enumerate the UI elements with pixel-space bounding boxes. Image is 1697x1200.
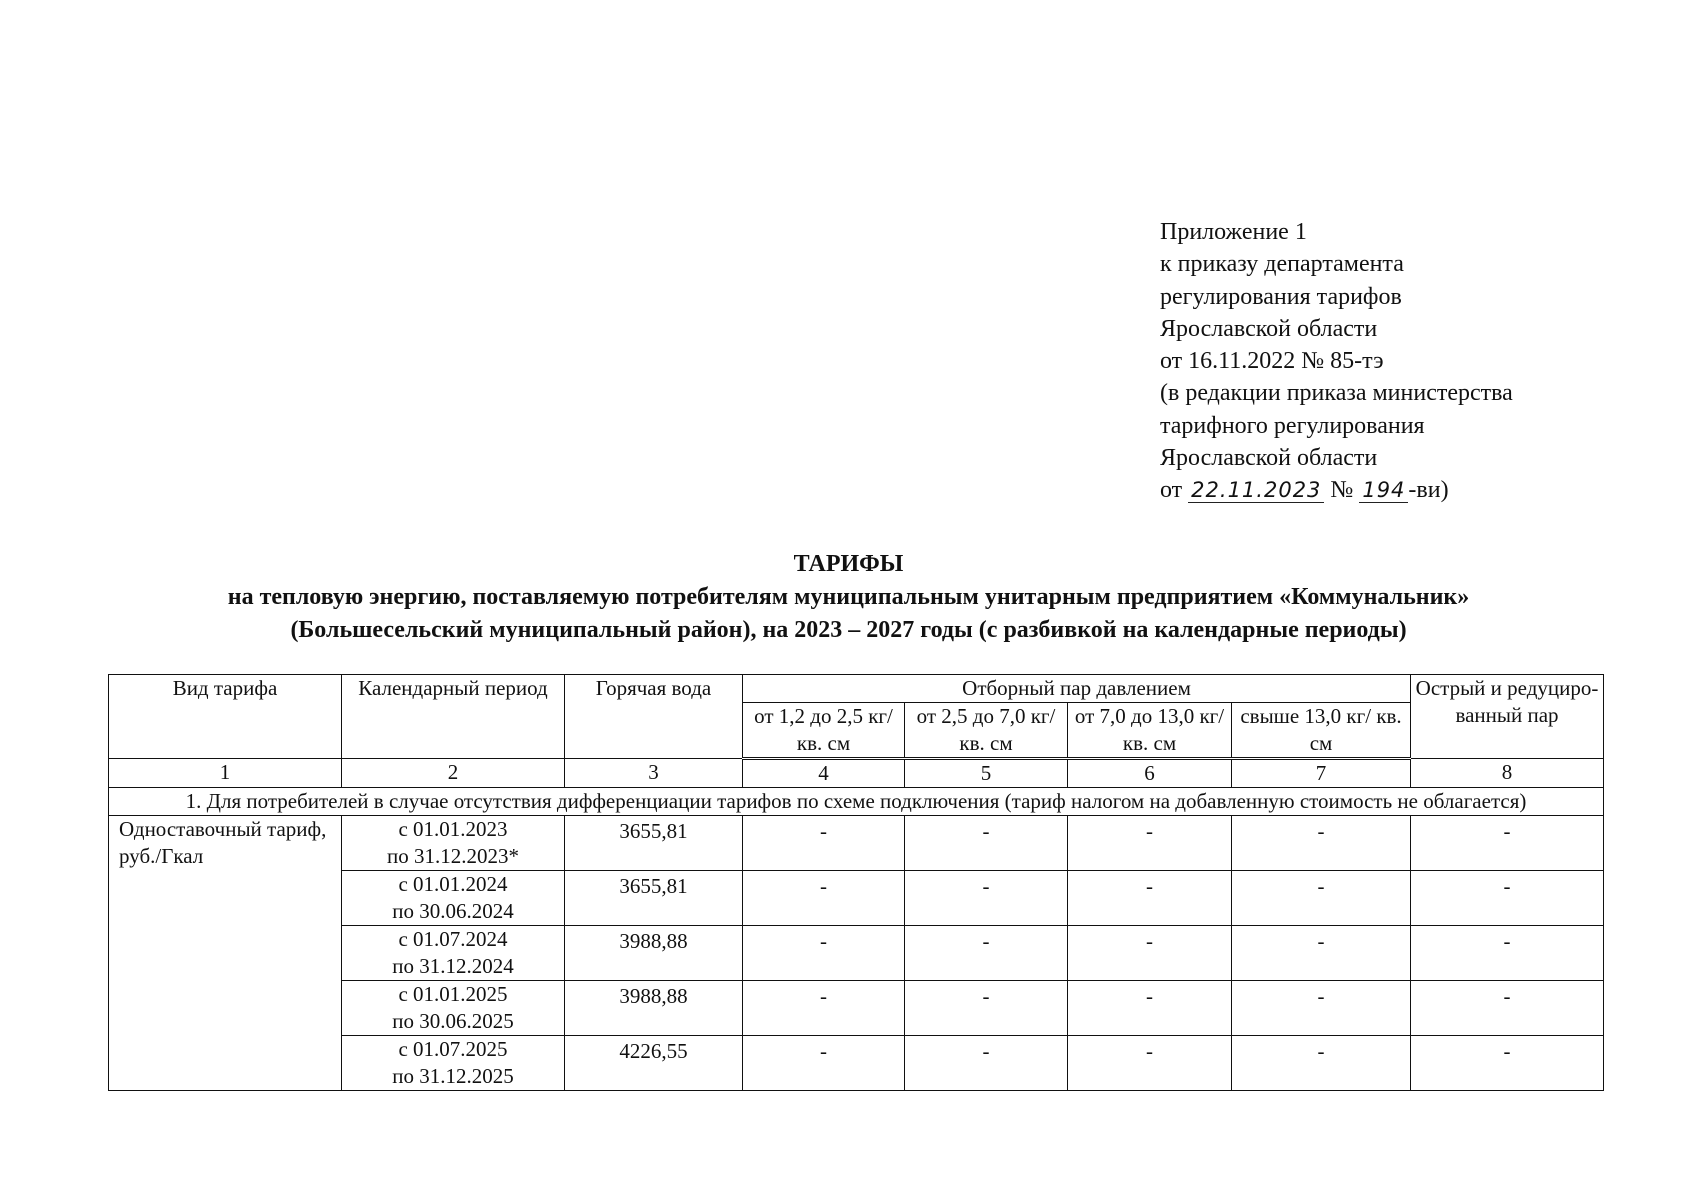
amendment-prefix: от bbox=[1160, 477, 1183, 504]
header-steam-group: Отборный пар давлением bbox=[743, 675, 1411, 703]
period-from: с 01.07.2025 bbox=[398, 1037, 508, 1061]
period-to: по 31.12.2024 bbox=[392, 954, 514, 978]
period-cell bbox=[342, 1036, 565, 1091]
appendix-block bbox=[1160, 216, 1513, 507]
header-row bbox=[109, 675, 1604, 703]
section-heading: 1. Для потребителей в случае отсутствия дифференциации тарифов по схеме подключения (тариф налогом на добавленную стоимость не облагается) bbox=[109, 788, 1604, 816]
header-steam-1: от 1,2 до 2,5 кг/ кв. см bbox=[743, 703, 905, 759]
period-from: с 01.01.2023 bbox=[398, 817, 508, 841]
table-row bbox=[109, 816, 1604, 871]
appendix-line: регулирования тарифов bbox=[1160, 283, 1402, 310]
steam-1-value: - bbox=[743, 871, 905, 926]
hot-water-value: 3655,81 bbox=[565, 871, 743, 926]
document-title: ТАРИФЫ bbox=[793, 551, 904, 577]
steam-4-value: - bbox=[1232, 981, 1411, 1036]
hot-water-value: 3988,88 bbox=[565, 926, 743, 981]
header-hot-water: Горячая вода bbox=[565, 675, 743, 759]
steam-4-value: - bbox=[1232, 816, 1411, 871]
number-sign: № bbox=[1330, 477, 1354, 504]
steam-3-value: - bbox=[1068, 871, 1232, 926]
header-sharp-steam: Острый и редуциро-ванный пар bbox=[1411, 675, 1604, 759]
appendix-line: Ярославской области bbox=[1160, 445, 1378, 472]
header-steam-4: свыше 13,0 кг/ кв. см bbox=[1232, 703, 1411, 759]
column-number: 5 bbox=[905, 759, 1068, 788]
appendix-line: Ярославской области bbox=[1160, 315, 1378, 342]
appendix-line: от 16.11.2022 № 85-тэ bbox=[1160, 348, 1384, 375]
amendment-suffix: -ви) bbox=[1408, 477, 1449, 504]
hot-water-value: 3655,81 bbox=[565, 816, 743, 871]
steam-2-value: - bbox=[905, 981, 1068, 1036]
column-number-row bbox=[109, 759, 1604, 788]
appendix-line: тарифного регулирования bbox=[1160, 412, 1425, 439]
steam-1-value: - bbox=[743, 981, 905, 1036]
steam-3-value: - bbox=[1068, 926, 1232, 981]
steam-2-value: - bbox=[905, 871, 1068, 926]
document-subtitle-line1: на тепловую энергию, поставляемую потребителям муниципальным унитарным предприятием «Коммунальник» bbox=[227, 584, 1470, 610]
period-cell bbox=[342, 926, 565, 981]
period-from: с 01.07.2024 bbox=[398, 927, 508, 951]
steam-3-value: - bbox=[1068, 1036, 1232, 1091]
header-period: Календарный период bbox=[342, 675, 565, 759]
appendix-line: Приложение 1 bbox=[1160, 219, 1307, 245]
sharp-steam-value: - bbox=[1411, 981, 1604, 1036]
document-subtitle-line2: (Большесельский муниципальный район), на 2023 – 2027 годы (с разбивкой на календарные периоды) bbox=[290, 617, 1407, 643]
header-tariff-type: Вид тарифа bbox=[109, 675, 342, 759]
appendix-line: (в редакции приказа министерства bbox=[1160, 380, 1513, 407]
sharp-steam-value: - bbox=[1411, 1036, 1604, 1091]
steam-1-value: - bbox=[743, 926, 905, 981]
amendment-date-line bbox=[1160, 474, 1513, 506]
column-number: 8 bbox=[1411, 759, 1604, 788]
period-cell bbox=[342, 871, 565, 926]
period-cell bbox=[342, 816, 565, 871]
handwritten-number: 194 bbox=[1359, 478, 1408, 503]
column-number: 6 bbox=[1068, 759, 1232, 788]
period-to: по 31.12.2023* bbox=[387, 844, 519, 868]
period-to: по 31.12.2025 bbox=[392, 1064, 514, 1088]
sharp-steam-value: - bbox=[1411, 816, 1604, 871]
steam-4-value: - bbox=[1232, 871, 1411, 926]
section-row bbox=[109, 788, 1604, 816]
column-number: 2 bbox=[342, 759, 565, 788]
column-number: 4 bbox=[743, 759, 905, 788]
period-from: с 01.01.2024 bbox=[398, 872, 508, 896]
header-steam-3: от 7,0 до 13,0 кг/ кв. см bbox=[1068, 703, 1232, 759]
period-cell bbox=[342, 981, 565, 1036]
column-number: 1 bbox=[109, 759, 342, 788]
column-number: 3 bbox=[565, 759, 743, 788]
steam-4-value: - bbox=[1232, 1036, 1411, 1091]
period-from: с 01.01.2025 bbox=[398, 982, 508, 1006]
steam-3-value: - bbox=[1068, 816, 1232, 871]
steam-1-value: - bbox=[743, 816, 905, 871]
steam-2-value: - bbox=[905, 816, 1068, 871]
steam-3-value: - bbox=[1068, 981, 1232, 1036]
tariff-type-label: Одноставочный тариф, руб./Гкал bbox=[109, 816, 342, 1091]
steam-2-value: - bbox=[905, 926, 1068, 981]
steam-1-value: - bbox=[743, 1036, 905, 1091]
appendix-line: к приказу департамента bbox=[1160, 251, 1404, 278]
period-to: по 30.06.2024 bbox=[392, 899, 514, 923]
tariffs-table bbox=[108, 674, 1604, 1091]
header-steam-2: от 2,5 до 7,0 кг/ кв. см bbox=[905, 703, 1068, 759]
column-number: 7 bbox=[1232, 759, 1411, 788]
hot-water-value: 4226,55 bbox=[565, 1036, 743, 1091]
handwritten-date: 22.11.2023 bbox=[1188, 478, 1324, 503]
steam-2-value: - bbox=[905, 1036, 1068, 1091]
steam-4-value: - bbox=[1232, 926, 1411, 981]
sharp-steam-value: - bbox=[1411, 926, 1604, 981]
sharp-steam-value: - bbox=[1411, 871, 1604, 926]
hot-water-value: 3988,88 bbox=[565, 981, 743, 1036]
period-to: по 30.06.2025 bbox=[392, 1009, 514, 1033]
